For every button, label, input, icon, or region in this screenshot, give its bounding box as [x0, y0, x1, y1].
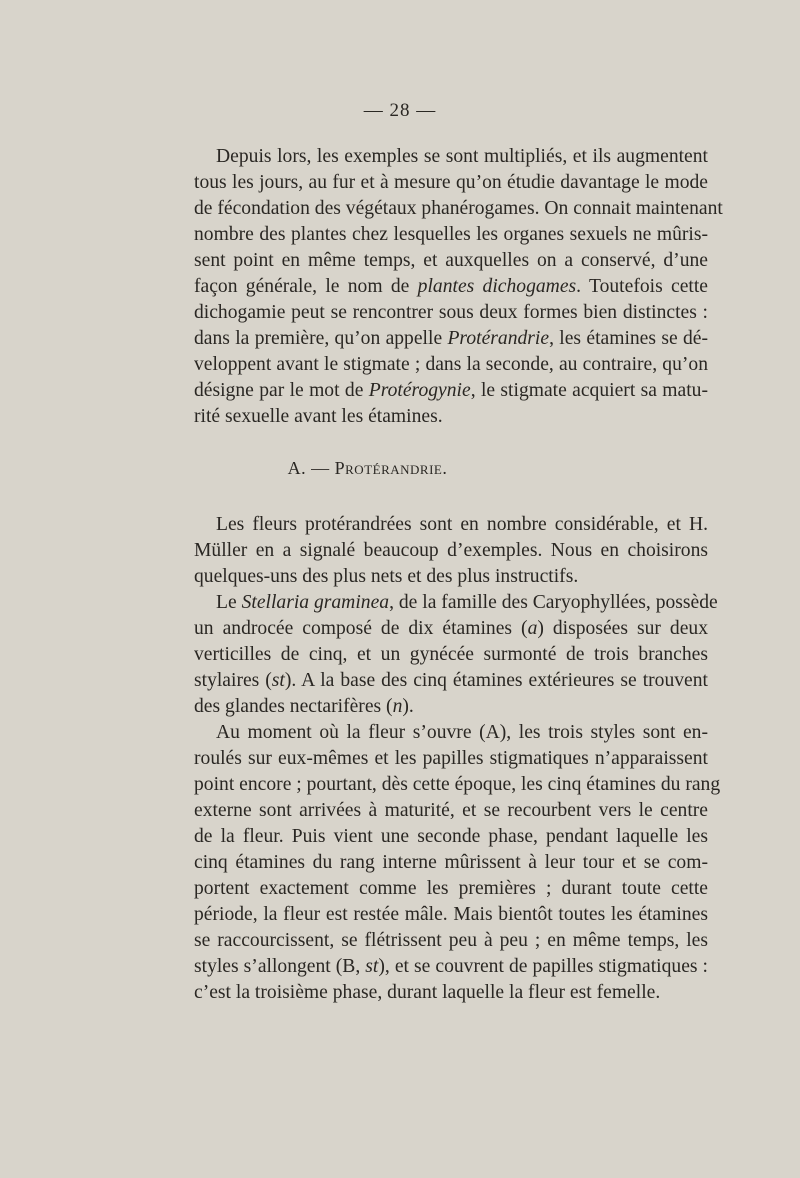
text-line: styles s’allongent (B, st), et se couvrent de papilles stigmatiques : — [194, 956, 708, 977]
text-line: des glandes nectarifères (n). — [194, 696, 414, 717]
text-line: quelques-uns des plus nets et des plus instructifs. — [194, 566, 579, 587]
text-line: c’est la troisième phase, durant laquelle la fleur est femelle. — [194, 982, 661, 1003]
text-line: période, la fleur est restée mâle. Mais bientôt toutes les étamines — [194, 904, 708, 925]
text-line: Au moment où la fleur s’ouvre (A), les trois styles sont en- — [216, 722, 708, 743]
text-line: Müller en a signalé beaucoup d’exemples. Nous en choisirons — [194, 540, 708, 561]
page-number: — 28 — — [363, 100, 437, 121]
text-line: dichogamie peut se rencontrer sous deux formes bien distinctes : — [194, 302, 708, 323]
text-line: façon générale, le nom de plantes dichogames. Toutefois cette — [194, 276, 708, 297]
text-line: de fécondation des végétaux phanérogames. On connait maintenant — [194, 198, 723, 219]
text-line: Le Stellaria graminea, de la famille des Caryophyllées, possède — [216, 592, 718, 613]
text-line: rité sexuelle avant les étamines. — [194, 406, 443, 427]
text-line: de la fleur. Puis vient une seconde phase, pendant laquelle les — [194, 826, 708, 847]
section-heading-prefix: A. — — [287, 458, 330, 478]
text-line: point encore ; pourtant, dès cette époque, les cinq étamines du rang — [194, 774, 721, 795]
text-line: sent point en même temps, et auxquelles on a conservé, d’une — [194, 250, 708, 271]
text-line: cinq étamines du rang interne mûrissent à leur tour et se com- — [194, 852, 708, 873]
text-line: désigne par le mot de Protérogynie, le stigmate acquiert sa matu- — [194, 380, 708, 401]
text-line: un androcée composé de dix étamines (a) disposées sur deux — [194, 618, 708, 639]
text-line: dans la première, qu’on appelle Protérandrie, les étamines se dé- — [194, 328, 708, 349]
text-line: verticilles de cinq, et un gynécée surmonté de trois branches — [194, 644, 708, 665]
text-line: veloppent avant le stigmate ; dans la seconde, au contraire, qu’on — [194, 354, 708, 375]
text-line: tous les jours, au fur et à mesure qu’on étudie davantage le mode — [194, 172, 708, 193]
text-line: nombre des plantes chez lesquelles les organes sexuels ne mûris- — [194, 224, 708, 245]
text-line: portent exactement comme les premières ; durant toute cette — [194, 878, 708, 899]
text-line: externe sont arrivées à maturité, et se recourbent vers le centre — [194, 800, 708, 821]
text-line: stylaires (st). A la base des cinq étamines extérieures se trouvent — [194, 670, 708, 691]
text-line: Depuis lors, les exemples se sont multipliés, et ils augmentent — [216, 146, 708, 167]
section-heading — [0, 458, 735, 479]
text-line: roulés sur eux-mêmes et les papilles stigmatiques n’apparaissent — [194, 748, 708, 769]
text-line: se raccourcissent, se flétrissent peu à peu ; en même temps, les — [194, 930, 708, 951]
text-line: Les fleurs protérandrées sont en nombre considérable, et H. — [216, 514, 708, 535]
section-heading-title: Protérandrie. — [334, 458, 448, 478]
